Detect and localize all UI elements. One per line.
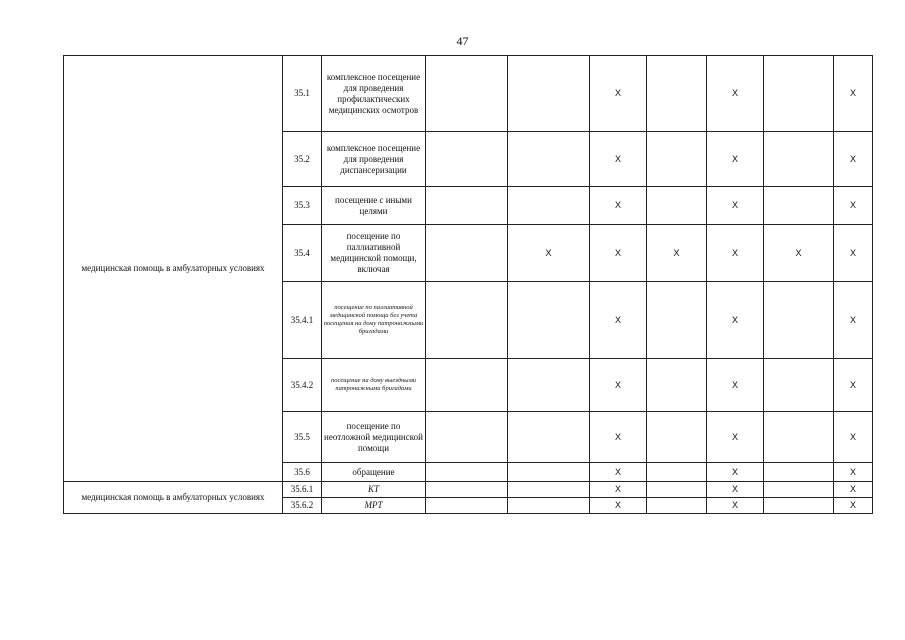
table-cell xyxy=(426,482,508,498)
table-cell: X xyxy=(707,482,764,498)
row-code: 35.4.1 xyxy=(283,282,322,359)
table-row xyxy=(64,56,873,132)
table-cell: X xyxy=(590,482,647,498)
table-cell xyxy=(508,498,590,514)
table-cell: X xyxy=(834,56,873,132)
row-code: 35.6.1 xyxy=(283,482,322,498)
table-cell xyxy=(647,412,707,463)
table-cell xyxy=(508,463,590,482)
table-cell xyxy=(426,225,508,282)
table-cell: X xyxy=(834,282,873,359)
row-code: 35.4.2 xyxy=(283,359,322,412)
table-cell: X xyxy=(707,225,764,282)
row-name: посещение на дому выездными патронажными бригадами xyxy=(322,359,426,412)
table-cell: X xyxy=(590,463,647,482)
table-cell xyxy=(426,282,508,359)
table-cell: X xyxy=(590,225,647,282)
table-cell xyxy=(764,498,834,514)
table-cell xyxy=(426,463,508,482)
table-cell xyxy=(426,132,508,187)
table-cell xyxy=(764,463,834,482)
table-cell xyxy=(426,359,508,412)
table-cell xyxy=(426,412,508,463)
row-name: посещение по неотложной медицинской помощи xyxy=(322,412,426,463)
table-cell: X xyxy=(707,463,764,482)
table-row xyxy=(64,482,873,498)
row-name: МРТ xyxy=(322,498,426,514)
table-cell xyxy=(508,412,590,463)
table-cell: X xyxy=(834,359,873,412)
table-cell xyxy=(764,359,834,412)
row-name: посещение по паллиативной медицинской помощи без учета посещения на дому патронажными бригадами xyxy=(322,282,426,359)
row-name: обращение xyxy=(322,463,426,482)
table-cell xyxy=(647,482,707,498)
table-cell: X xyxy=(707,132,764,187)
table-cell xyxy=(647,463,707,482)
table-cell: X xyxy=(764,225,834,282)
table-cell xyxy=(647,132,707,187)
row-name: комплексное посещение для проведения диспансеризации xyxy=(322,132,426,187)
table-cell: X xyxy=(834,463,873,482)
table-cell: X xyxy=(590,412,647,463)
table-cell xyxy=(647,498,707,514)
page-number: 47 xyxy=(456,34,469,48)
table-cell xyxy=(508,282,590,359)
row-code: 35.5 xyxy=(283,412,322,463)
table-cell xyxy=(764,187,834,225)
table-cell: X xyxy=(834,498,873,514)
table-cell xyxy=(647,56,707,132)
table-cell: X xyxy=(707,498,764,514)
table-cell xyxy=(764,282,834,359)
table-cell xyxy=(508,56,590,132)
table-cell: X xyxy=(834,482,873,498)
table-cell xyxy=(764,482,834,498)
table-cell: X xyxy=(590,187,647,225)
table-cell xyxy=(508,359,590,412)
table-cell xyxy=(426,187,508,225)
table-cell: X xyxy=(590,56,647,132)
table-cell: X xyxy=(590,132,647,187)
table-cell: X xyxy=(707,56,764,132)
table-cell: X xyxy=(707,412,764,463)
row-name: посещение с иными целями xyxy=(322,187,426,225)
table-cell xyxy=(426,498,508,514)
table-cell xyxy=(647,282,707,359)
table-cell xyxy=(764,132,834,187)
table-cell: X xyxy=(590,359,647,412)
table-cell: X xyxy=(590,498,647,514)
table-cell xyxy=(508,132,590,187)
row-group-label: медицинская помощь в амбулаторных условиях xyxy=(64,482,283,514)
row-name: посещение по паллиативной медицинской помощи, включая xyxy=(322,225,426,282)
table-cell: X xyxy=(707,282,764,359)
data-table xyxy=(63,55,873,514)
table-cell xyxy=(508,187,590,225)
row-code: 35.6.2 xyxy=(283,498,322,514)
table-cell xyxy=(426,56,508,132)
table-cell: X xyxy=(508,225,590,282)
table-cell xyxy=(508,482,590,498)
table-cell: X xyxy=(590,282,647,359)
table-cell: X xyxy=(647,225,707,282)
table-cell: X xyxy=(834,225,873,282)
table-cell: X xyxy=(834,132,873,187)
row-name: комплексное посещение для проведения профилактических медицинских осмотров xyxy=(322,56,426,132)
row-code: 35.6 xyxy=(283,463,322,482)
table-cell xyxy=(647,359,707,412)
table-cell: X xyxy=(834,412,873,463)
table-cell: X xyxy=(707,359,764,412)
row-code: 35.1 xyxy=(283,56,322,132)
row-name: КТ xyxy=(322,482,426,498)
row-group-label: медицинская помощь в амбулаторных условиях xyxy=(64,56,283,482)
table-cell xyxy=(764,56,834,132)
table-cell xyxy=(764,412,834,463)
row-code: 35.3 xyxy=(283,187,322,225)
row-code: 35.4 xyxy=(283,225,322,282)
table-cell: X xyxy=(707,187,764,225)
table-cell: X xyxy=(834,187,873,225)
row-code: 35.2 xyxy=(283,132,322,187)
table-cell xyxy=(647,187,707,225)
